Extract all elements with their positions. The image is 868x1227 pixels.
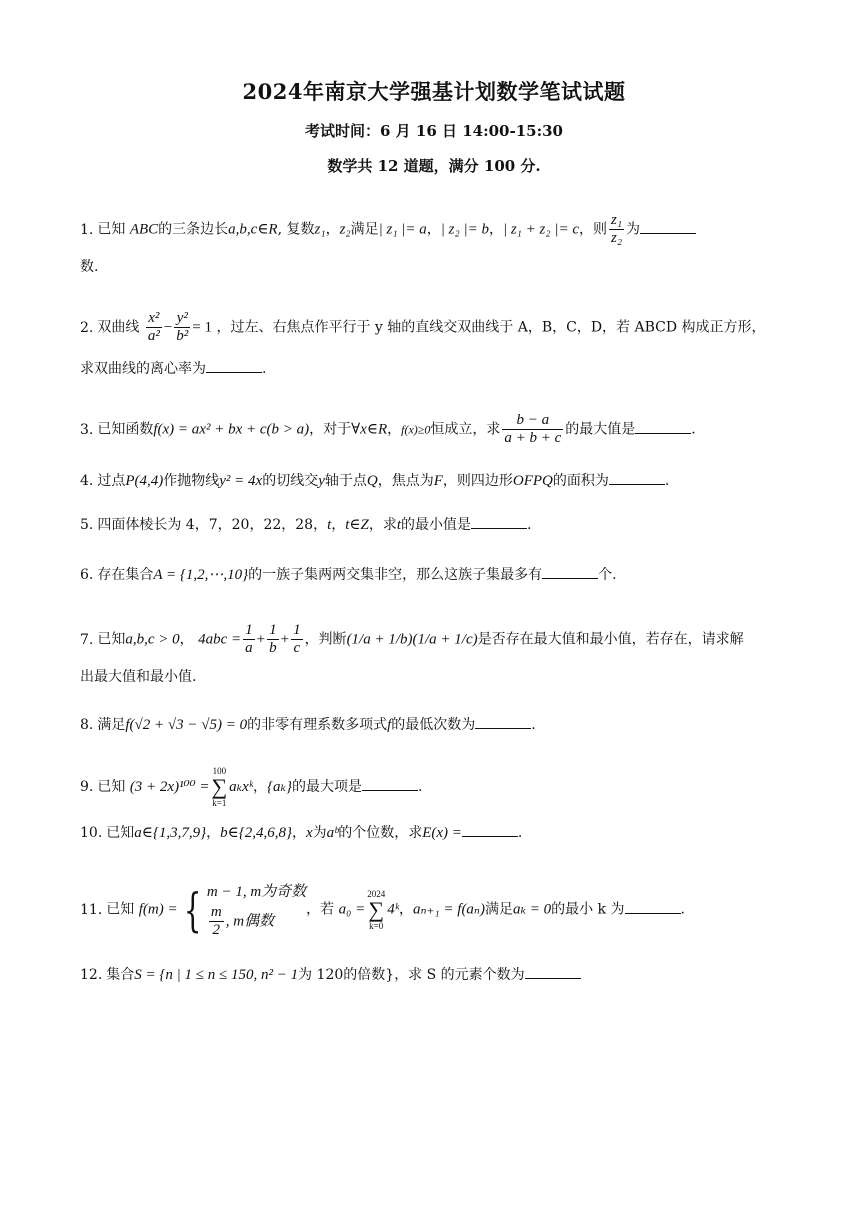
question-4: 4. 过点P(4,4)作抛物线y² = 4x的切线交y轴于点Q，焦点为F，则四边形OFPQ的面积为 . [80, 470, 792, 491]
answer-blank[interactable] [609, 470, 665, 485]
question-7: 7. 已知a,b,c > 0， 4abc = $\frac{1}{a}$ + $\frac{1}{b}$ + $\frac{1}{c}$ ，判断(1/a + 1/b)(1/a + 1/c)是否存在最大值和最小值，若存在，请求解 [80, 622, 744, 656]
answer-blank[interactable] [625, 899, 681, 914]
question-10: 10. 已知a∈{1,3,7,9}，b∈{2,4,6,8}，x为aᵇ的个位数，求E(x) = . [80, 822, 792, 843]
exam-info: 数学共 12 道题，满分 100 分. [327, 157, 541, 175]
question-1-continued: 数. [80, 259, 99, 275]
answer-blank[interactable] [525, 964, 581, 979]
question-8: 8. 满足f(√2 + √3 − √5) = 0的非零有理系数多项式f的最低次数为 . [80, 714, 792, 735]
question-3: 3. 已知函数f(x) = ax² + bx + c(b > a)，对于∀x∈R，f(x)≥0恒成立，求 $\frac{b - a}{a + b + c}$ 的最大值是 . [80, 412, 696, 446]
fraction: $\frac{\text{z₁}}{\text{z₂}}$ [610, 212, 623, 246]
question-6: 6. 存在集合A = {1,2,⋯,10}的一族子集两两交集非空，那么这族子集最多有 个. [80, 564, 792, 585]
question-2: 2. 双曲线 $\frac{\text{x²}}{\text{a²}}$ − $\frac{\text{y²}}{\text{b²}}$ = 1 ，过左、右焦点作平行于 y 轴的直线交双曲线于 A，B，C，D，若 ABCD 构成正方形， [80, 310, 766, 344]
question-1: 1. 已知 ABC的三条边长a,b,c∈R, 复数z₁，z₂满足| z₁ |= a，| z₂ |= b，| z₁ + z₂ |= c，则 $\frac{\text{z₁}}{\text{z₂}}$ 为 [80, 212, 792, 247]
answer-blank[interactable] [475, 714, 531, 729]
answer-blank[interactable] [640, 219, 696, 234]
page-title: 2024年南京大学强基计划数学笔试试题 [242, 79, 626, 104]
exam-time: 考试时间：6 月 16 日 14:00-15:30 [305, 122, 563, 140]
answer-blank[interactable] [462, 822, 518, 837]
answer-blank[interactable] [362, 776, 418, 791]
answer-blank[interactable] [542, 564, 598, 579]
question-9: 9. 已知 (3 + 2x)¹⁰⁰ = 100 ∑ k=1 aₖxᵏ，{aₖ}的最大项是 . [80, 766, 423, 808]
answer-blank[interactable] [206, 358, 262, 373]
summation: 100 ∑ k=1 [211, 766, 228, 808]
question-12: 12. 集合S = {n | 1 ≤ n ≤ 150, n² − 1为 120的倍数}，求 S 的元素个数为 [80, 964, 792, 985]
brace: { [183, 882, 202, 937]
piecewise-cases: m − 1, m为奇数 $\frac{m}{2}$ , m偶数 [206, 884, 307, 938]
question-11: 11. 已知 f(m) = { m − 1, m为奇数 $\frac{m}{2}$ , m偶数 ，若 a₀ = 2024 ∑ k=0 4ᵏ，aₙ₊₁ = f(aₙ)满足aₖ = 0的最小 k 为 . [80, 880, 792, 939]
question-7-continued: 出最大值和最小值. [80, 669, 197, 685]
answer-blank[interactable] [635, 419, 691, 434]
answer-blank[interactable] [471, 514, 527, 529]
question-2-continued: 求双曲线的离心率为 . [80, 358, 266, 378]
question-5: 5. 四面体棱长为 4，7，20，22，28，t，t∈Z，求t的最小值是 . [80, 514, 792, 535]
